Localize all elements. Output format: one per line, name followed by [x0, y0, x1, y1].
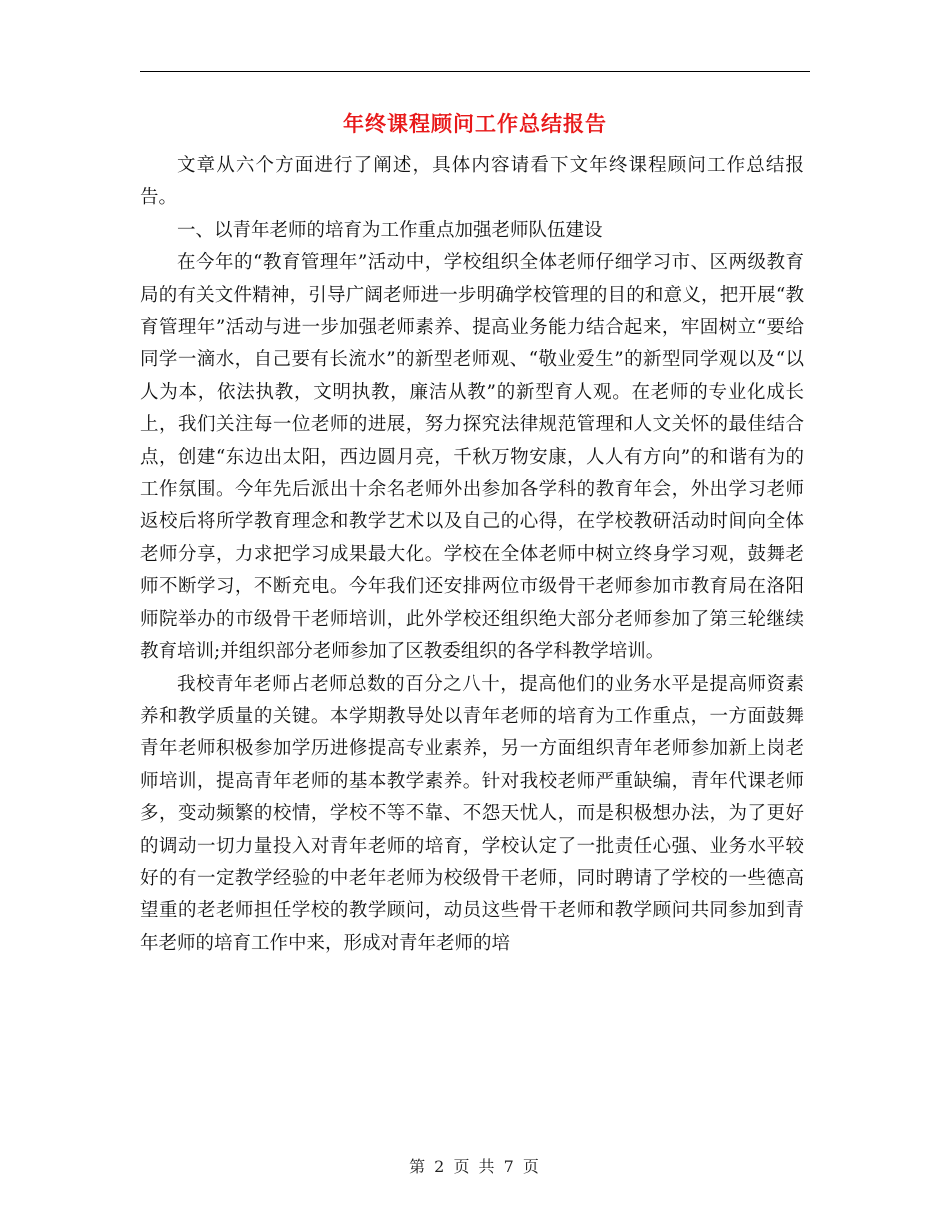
body-paragraph: 在今年的“教育管理年”活动中，学校组织全体老师仔细学习市、区两级教育局的有关文件精神，引导广阔老师进一步明确学校管理的目的和意义，把开展“教育管理年”活动与进一步加强老师素养、提高业务能力结合起来，牢固树立“要给同学一滴水，自己要有长流水”的新型老师观、“敬业爱生”的新型同学观以及“以人为本，依法执教，文明执教，廉洁从教”的新型育人观。在老师的专业化成长上，我们关注每一位老师的进展，努力探究法律规范管理和人文关怀的最佳结合点，创建“东边出太阳，西边圆月亮，千秋万物安康，人人有方向”的和谐有为的工作氛围。今年先后派出十余名老师外出参加各学科的教育年会，外出学习老师返校后将所学教育理念和教学艺术以及自己的心得，在学校教研活动时间向全体老师分享，力求把学习成果最大化。学校在全体老师中树立终身学习观，鼓舞老师不断学习，不断充电。今年我们还安排两位市级骨干老师参加市教育局在洛阳师院举办的市级骨干老师培训，此外学校还组织绝大部分老师参加了第三轮继续教育培训;并组织部分老师参加了区教委组织的各学科教学培训。: [140, 252, 804, 663]
section-heading: 一、以青年老师的培育为工作重点加强老师队伍建设: [177, 219, 603, 241]
document-title: 年终课程顾问工作总结报告: [343, 111, 607, 136]
document-body: [140, 150, 804, 960]
header-rule: [140, 71, 810, 72]
body-paragraph: 我校青年老师占老师总数的百分之八十，提高他们的业务水平是提高师资素养和教学质量的关键。本学期教导处以青年老师的培育为工作重点，一方面鼓舞青年老师积极参加学历进修提高专业素养，另一方面组织青年老师参加新上岗老师培训，提高青年老师的基本教学素养。针对我校老师严重缺编，青年代课老师多，变动频繁的校情，学校不等不靠、不怨天忧人，而是积极想办法，为了更好的调动一切力量投入对青年老师的培育，学校认定了一批责任心强、业务水平较好的有一定教学经验的中老年老师为校级骨干老师，同时聘请了学校的一些德高望重的老老师担任学校的教学顾问，动员这些骨干老师和教学顾问共同参加到青年老师的培育工作中来，形成对青年老师的培: [140, 673, 804, 954]
intro-paragraph: 文章从六个方面进行了阐述，具体内容请看下文年终课程顾问工作总结报告。: [140, 155, 804, 209]
page-number: 第 2 页 共 7 页: [409, 1157, 541, 1176]
